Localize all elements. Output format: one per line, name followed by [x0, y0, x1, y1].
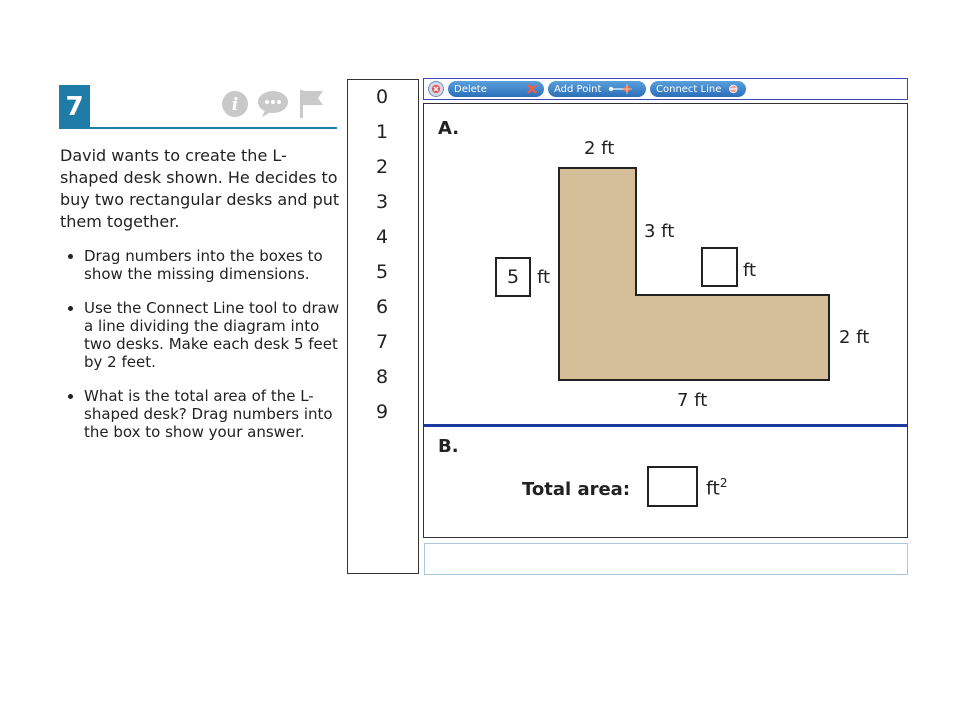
- info-icon[interactable]: [220, 89, 250, 123]
- left-height-dropbox[interactable]: 5: [495, 257, 531, 297]
- work-area: [423, 103, 908, 538]
- drag-number-3[interactable]: 3: [376, 191, 389, 213]
- delete-x-icon: [526, 84, 538, 94]
- drag-number-2[interactable]: 2: [376, 156, 389, 178]
- drag-number-1[interactable]: 1: [376, 121, 389, 143]
- add-point-icon: [607, 84, 633, 94]
- part-b-label: B.: [438, 436, 459, 457]
- number-bank: [347, 79, 419, 574]
- add-point-label: Add Point: [554, 83, 602, 95]
- area-unit-exponent: 2: [719, 476, 728, 490]
- question-number: 7: [59, 85, 90, 128]
- bottom-width-label: 7 ft: [677, 390, 708, 411]
- delete-label: Delete: [454, 83, 487, 95]
- connect-line-label: Connect Line: [656, 83, 722, 95]
- drag-number-5[interactable]: 5: [376, 261, 389, 283]
- section-divider: [424, 424, 907, 427]
- instruction-item: • Use the Connect Line tool to draw a line dividing the diagram into two desks. Make each desk 5 feet by 2 feet.: [84, 299, 342, 371]
- drag-number-0[interactable]: 0: [376, 86, 389, 108]
- total-area-dropbox[interactable]: [647, 466, 698, 507]
- question-prompt: [60, 145, 342, 457]
- add-point-button[interactable]: [548, 81, 646, 97]
- drag-number-4[interactable]: 4: [376, 226, 389, 248]
- area-unit-base: ft: [706, 477, 720, 500]
- delete-button[interactable]: [448, 81, 544, 97]
- inner-width-dropbox[interactable]: [701, 247, 738, 287]
- area-unit: [706, 476, 727, 499]
- instruction-item: • Drag numbers into the boxes to show the missing dimensions.: [84, 247, 342, 283]
- total-area-label: Total area:: [522, 479, 631, 500]
- drag-number-7[interactable]: 7: [376, 331, 389, 353]
- drag-number-9[interactable]: 9: [376, 401, 389, 423]
- instruction-item: • What is the total area of the L-shaped desk? Drag numbers into the box to show your answer.: [84, 387, 342, 441]
- inner-height-label: 3 ft: [644, 221, 675, 242]
- question-header-rule: [59, 127, 337, 129]
- connect-line-button[interactable]: [650, 81, 746, 97]
- connect-line-icon: [727, 83, 740, 95]
- reset-button[interactable]: [428, 81, 444, 97]
- l-shaped-desk: [559, 168, 829, 380]
- prompt-intro: David wants to create the L-shaped desk shown. He decides to buy two rectangular desks and put them together.: [60, 146, 340, 231]
- inner-width-unit: ft: [743, 260, 757, 281]
- response-area[interactable]: [424, 543, 908, 575]
- drag-number-6[interactable]: 6: [376, 296, 389, 318]
- reset-icon: [431, 84, 441, 94]
- drawing-toolbar: [423, 78, 908, 100]
- top-width-label: 2 ft: [584, 138, 615, 159]
- drag-number-8[interactable]: 8: [376, 366, 389, 388]
- left-height-unit: ft: [537, 267, 551, 288]
- svg-text:i: i: [231, 95, 239, 115]
- right-height-label: 2 ft: [839, 327, 870, 348]
- comment-icon[interactable]: [256, 89, 290, 123]
- instruction-list: [60, 247, 342, 441]
- question-tools: [220, 88, 326, 124]
- flag-icon[interactable]: [296, 88, 326, 124]
- part-a-label: A.: [438, 118, 460, 139]
